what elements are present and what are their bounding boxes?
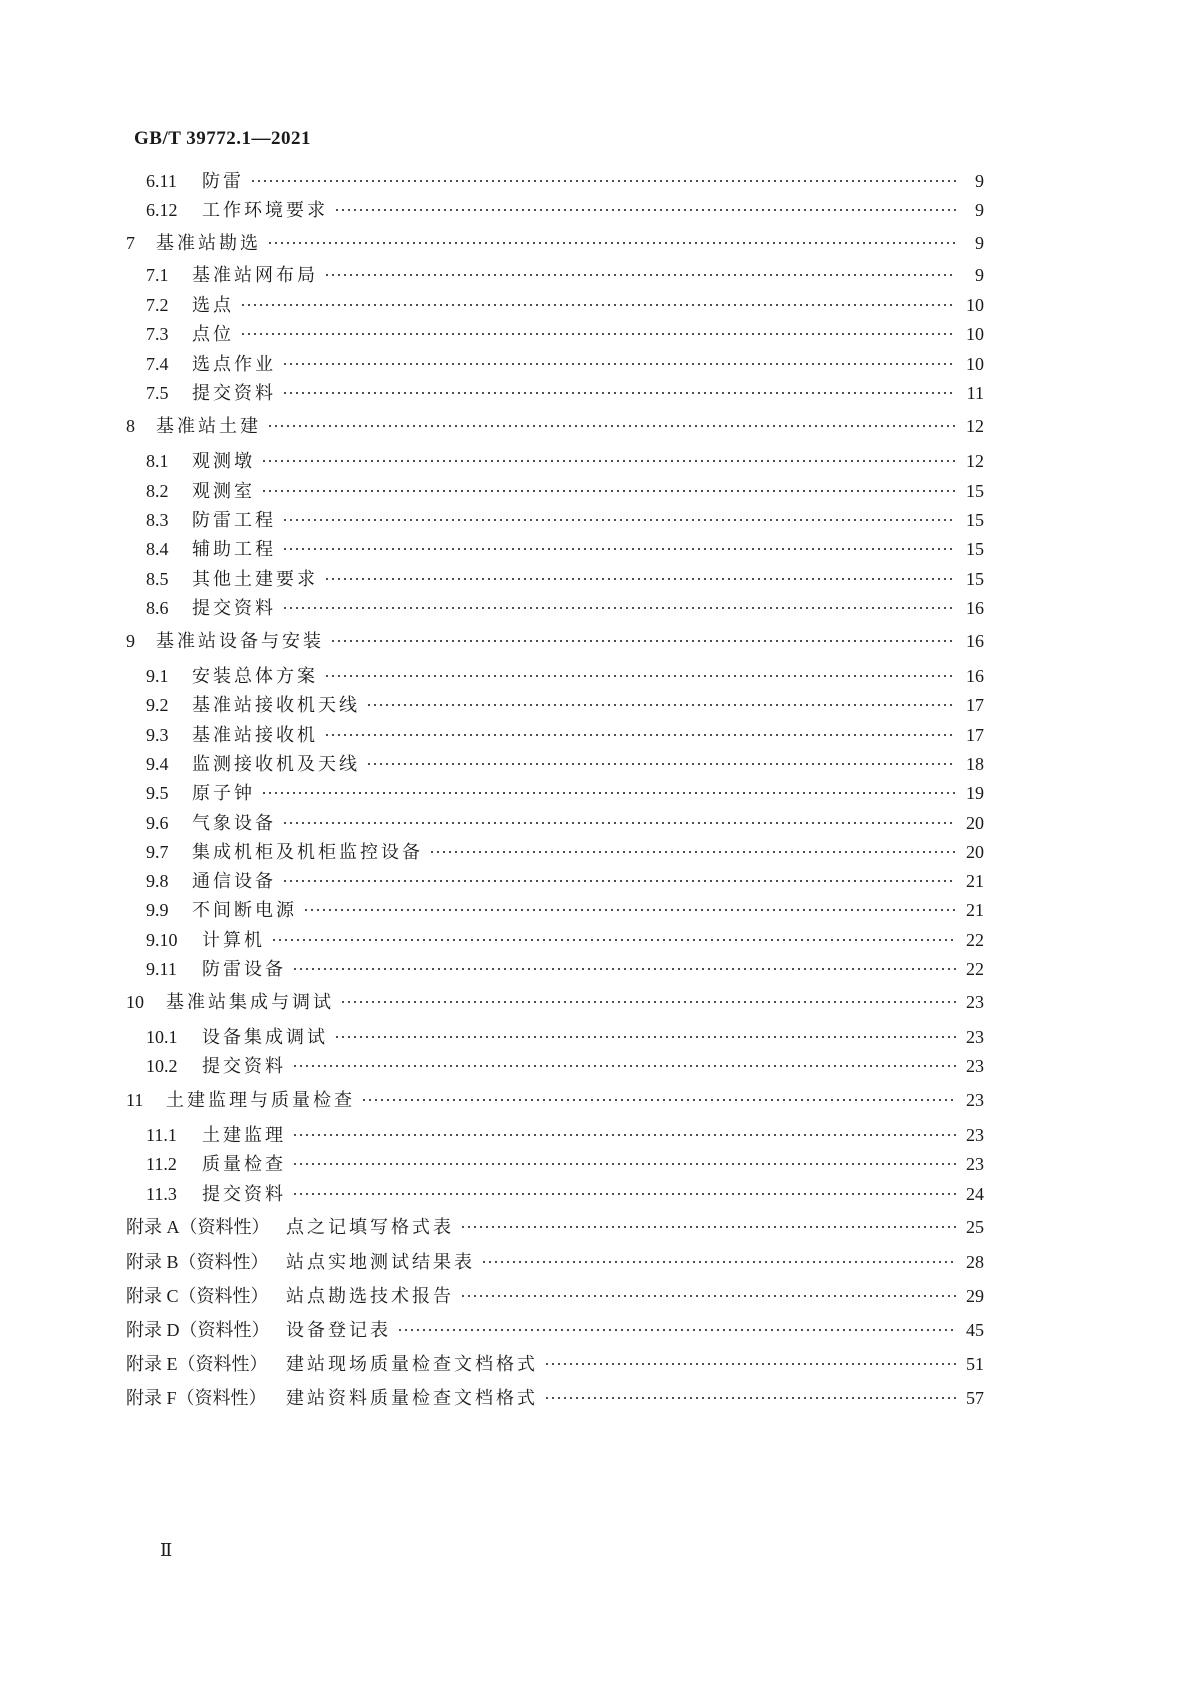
toc-entry-title: 站点实地测试结果表 bbox=[286, 1252, 475, 1273]
toc-entry-title: 防雷工程 bbox=[192, 510, 276, 531]
toc-entry-title: 基准站集成与调试 bbox=[166, 992, 334, 1013]
toc-dot-leader bbox=[292, 1064, 956, 1068]
toc-entry-title: 观测室 bbox=[192, 481, 255, 502]
toc-entry-page: 23 bbox=[966, 1027, 984, 1047]
toc-entry[interactable] bbox=[146, 1055, 984, 1077]
toc-entry-number: 8.6 bbox=[146, 598, 169, 618]
toc-entry-number: 7.5 bbox=[146, 383, 169, 403]
toc-entry-title: 提交资料 bbox=[202, 1056, 286, 1077]
toc-entry-page: 22 bbox=[966, 959, 984, 979]
toc-dot-leader bbox=[544, 1396, 956, 1400]
toc-entry-title: 设备集成调试 bbox=[202, 1027, 328, 1048]
toc-entry-number: 9.8 bbox=[146, 871, 169, 891]
toc-entry-number: 9.6 bbox=[146, 813, 169, 833]
toc-entry-number: 7.4 bbox=[146, 354, 169, 374]
toc-entry-title: 土建监理 bbox=[202, 1125, 286, 1146]
toc-dot-leader bbox=[324, 577, 956, 581]
toc-entry-title: 基准站土建 bbox=[156, 416, 261, 437]
toc-dot-leader bbox=[282, 391, 956, 395]
toc-entry[interactable] bbox=[146, 353, 984, 375]
toc-entry[interactable] bbox=[126, 1089, 984, 1111]
toc-entry-title: 质量检查 bbox=[202, 1154, 286, 1175]
toc-entry-title: 工作环境要求 bbox=[202, 200, 328, 221]
toc-entry-title: 安装总体方案 bbox=[192, 666, 318, 687]
toc-dot-leader bbox=[366, 762, 956, 766]
toc-entry-page: 10 bbox=[966, 324, 984, 344]
toc-entry-title: 基准站接收机 bbox=[192, 725, 318, 746]
toc-entry-page: 12 bbox=[966, 416, 984, 436]
toc-entry-number: 6.11 bbox=[146, 171, 177, 191]
toc-dot-leader bbox=[282, 518, 956, 522]
toc-entry-title: 土建监理与质量检查 bbox=[166, 1090, 355, 1111]
toc-entry[interactable] bbox=[126, 630, 984, 652]
toc-entry-page: 9 bbox=[975, 233, 984, 253]
toc-dot-leader bbox=[267, 424, 956, 428]
toc-entry-number: 11.3 bbox=[146, 1184, 177, 1204]
toc-entry-page: 20 bbox=[966, 842, 984, 862]
toc-entry-page: 17 bbox=[966, 725, 984, 745]
toc-entry[interactable] bbox=[126, 1387, 984, 1409]
toc-entry-page: 57 bbox=[966, 1388, 984, 1408]
toc-entry-title: 不间断电源 bbox=[192, 900, 297, 921]
toc-entry-page: 23 bbox=[966, 1154, 984, 1174]
toc-entry-title: 监测接收机及天线 bbox=[192, 754, 360, 775]
toc-entry[interactable] bbox=[146, 382, 984, 404]
toc-entry-page: 23 bbox=[966, 1125, 984, 1145]
toc-dot-leader bbox=[240, 303, 956, 307]
toc-entry[interactable] bbox=[126, 1251, 984, 1273]
page-number: Ⅱ bbox=[160, 1540, 173, 1560]
toc-entry-number: 附录 A（资料性） bbox=[126, 1217, 270, 1237]
toc-entry-number: 附录 C（资料性） bbox=[126, 1286, 269, 1306]
toc-entry-number: 9.11 bbox=[146, 959, 177, 979]
toc-entry-number: 8.4 bbox=[146, 539, 169, 559]
toc-entry[interactable] bbox=[146, 264, 984, 286]
toc-entry[interactable] bbox=[146, 724, 984, 746]
toc-entry-number: 9.5 bbox=[146, 783, 169, 803]
toc-entry-page: 22 bbox=[966, 930, 984, 950]
toc-dot-leader bbox=[292, 967, 956, 971]
toc-entry-title: 选点 bbox=[192, 295, 234, 316]
toc-entry-title: 其他土建要求 bbox=[192, 569, 318, 590]
standard-code-header: GB/T 39772.1—2021 bbox=[134, 128, 312, 149]
toc-dot-leader bbox=[282, 606, 956, 610]
toc-entry-number: 8.2 bbox=[146, 481, 169, 501]
toc-entry-number: 9 bbox=[126, 631, 135, 651]
toc-entry-page: 25 bbox=[966, 1217, 984, 1237]
toc-entry[interactable] bbox=[146, 870, 984, 892]
toc-entry[interactable] bbox=[146, 480, 984, 502]
toc-entry-page: 15 bbox=[966, 510, 984, 530]
toc-entry-title: 提交资料 bbox=[192, 598, 276, 619]
toc-entry-title: 建站资料质量检查文档格式 bbox=[286, 1388, 538, 1409]
toc-entry-page: 19 bbox=[966, 783, 984, 803]
toc-entry-number: 11.2 bbox=[146, 1154, 177, 1174]
toc-dot-leader bbox=[460, 1294, 956, 1298]
toc-entry-page: 9 bbox=[975, 171, 984, 191]
toc-entry[interactable] bbox=[146, 929, 984, 951]
toc-entry-page: 10 bbox=[966, 354, 984, 374]
toc-entry[interactable] bbox=[126, 415, 984, 437]
toc-entry-page: 9 bbox=[975, 200, 984, 220]
toc-dot-leader bbox=[261, 791, 956, 795]
toc-entry[interactable] bbox=[146, 899, 984, 921]
toc-dot-leader bbox=[330, 639, 956, 643]
toc-entry-page: 16 bbox=[966, 598, 984, 618]
toc-entry[interactable] bbox=[126, 1285, 984, 1307]
toc-entry-page: 21 bbox=[966, 900, 984, 920]
toc-entry-number: 8.5 bbox=[146, 569, 169, 589]
toc-entry-title: 基准站设备与安装 bbox=[156, 631, 324, 652]
toc-dot-leader bbox=[292, 1192, 956, 1196]
toc-entry-page: 15 bbox=[966, 481, 984, 501]
toc-entry-number: 附录 F（资料性） bbox=[126, 1388, 267, 1408]
toc-entry-title: 提交资料 bbox=[202, 1184, 286, 1205]
toc-entry-title: 提交资料 bbox=[192, 383, 276, 404]
toc-entry-title: 设备登记表 bbox=[286, 1320, 391, 1341]
toc-entry[interactable] bbox=[146, 170, 984, 192]
toc-dot-leader bbox=[544, 1362, 956, 1366]
toc-entry-page: 23 bbox=[966, 992, 984, 1012]
toc-entry-page: 12 bbox=[966, 451, 984, 471]
toc-entry[interactable] bbox=[146, 694, 984, 716]
toc-entry[interactable] bbox=[146, 294, 984, 316]
toc-entry-title: 通信设备 bbox=[192, 871, 276, 892]
toc-entry[interactable] bbox=[146, 538, 984, 560]
toc-entry-page: 15 bbox=[966, 569, 984, 589]
toc-entry[interactable] bbox=[146, 568, 984, 590]
toc-entry-number: 9.2 bbox=[146, 695, 169, 715]
toc-entry-number: 9.9 bbox=[146, 900, 169, 920]
toc-dot-leader bbox=[292, 1133, 956, 1137]
toc-entry-number: 6.12 bbox=[146, 200, 178, 220]
toc-entry-number: 9.3 bbox=[146, 725, 169, 745]
toc-entry-title: 基准站接收机天线 bbox=[192, 695, 360, 716]
toc-dot-leader bbox=[340, 1000, 956, 1004]
toc-dot-leader bbox=[361, 1098, 956, 1102]
toc-entry[interactable] bbox=[126, 1319, 984, 1341]
toc-entry-number: 7 bbox=[126, 233, 135, 253]
toc-entry-number: 9.10 bbox=[146, 930, 178, 950]
toc-entry[interactable] bbox=[146, 841, 984, 863]
toc-entry-title: 计算机 bbox=[202, 930, 265, 951]
toc-entry-page: 20 bbox=[966, 813, 984, 833]
toc-dot-leader bbox=[334, 1035, 956, 1039]
toc-entry-page: 16 bbox=[966, 666, 984, 686]
toc-dot-leader bbox=[303, 908, 956, 912]
toc-entry-title: 建站现场质量检查文档格式 bbox=[286, 1354, 538, 1375]
toc-entry-number: 8 bbox=[126, 416, 135, 436]
toc-dot-leader bbox=[282, 879, 956, 883]
toc-entry-page: 28 bbox=[966, 1252, 984, 1272]
toc-dot-leader bbox=[267, 241, 956, 245]
toc-entry-title: 防雷设备 bbox=[202, 959, 286, 980]
toc-entry[interactable] bbox=[146, 812, 984, 834]
toc-entry-number: 7.2 bbox=[146, 295, 169, 315]
toc-dot-leader bbox=[460, 1225, 956, 1229]
toc-dot-leader bbox=[481, 1260, 956, 1264]
toc-entry-number: 11.1 bbox=[146, 1125, 177, 1145]
toc-entry-number: 7.1 bbox=[146, 265, 169, 285]
toc-entry[interactable] bbox=[146, 782, 984, 804]
toc-entry-page: 29 bbox=[966, 1286, 984, 1306]
toc-entry-number: 9.4 bbox=[146, 754, 169, 774]
toc-entry[interactable] bbox=[146, 450, 984, 472]
toc-entry-page: 11 bbox=[966, 383, 984, 403]
toc-dot-leader bbox=[397, 1328, 956, 1332]
toc-dot-leader bbox=[334, 208, 956, 212]
toc-entry-number: 7.3 bbox=[146, 324, 169, 344]
toc-entry[interactable] bbox=[146, 753, 984, 775]
toc-dot-leader bbox=[429, 850, 956, 854]
toc-entry-number: 9.7 bbox=[146, 842, 169, 862]
toc-entry-number: 11 bbox=[126, 1090, 144, 1110]
toc-dot-leader bbox=[282, 821, 956, 825]
toc-dot-leader bbox=[324, 273, 956, 277]
toc-entry[interactable] bbox=[146, 665, 984, 687]
toc-entry-page: 17 bbox=[966, 695, 984, 715]
toc-entry[interactable] bbox=[146, 199, 984, 221]
toc-entry-title: 防雷 bbox=[202, 171, 244, 192]
toc-entry-page: 45 bbox=[966, 1320, 984, 1340]
toc-entry-title: 点之记填写格式表 bbox=[286, 1217, 454, 1238]
toc-dot-leader bbox=[240, 332, 956, 336]
toc-entry[interactable] bbox=[146, 1183, 984, 1205]
toc-entry[interactable] bbox=[146, 1026, 984, 1048]
toc-dot-leader bbox=[366, 703, 956, 707]
toc-entry-number: 附录 E（资料性） bbox=[126, 1354, 268, 1374]
toc-dot-leader bbox=[261, 459, 956, 463]
toc-dot-leader bbox=[324, 733, 956, 737]
toc-entry[interactable] bbox=[126, 991, 984, 1013]
toc-entry-title: 观测墩 bbox=[192, 451, 255, 472]
toc-dot-leader bbox=[261, 489, 956, 493]
toc-entry[interactable] bbox=[126, 232, 984, 254]
toc-entry[interactable] bbox=[126, 1353, 984, 1375]
toc-entry-page: 23 bbox=[966, 1090, 984, 1110]
toc-entry-page: 51 bbox=[966, 1354, 984, 1374]
toc-dot-leader bbox=[282, 547, 956, 551]
toc-entry[interactable] bbox=[146, 597, 984, 619]
toc-entry[interactable] bbox=[126, 1216, 984, 1238]
toc-entry-page: 16 bbox=[966, 631, 984, 651]
toc-entry-page: 18 bbox=[966, 754, 984, 774]
toc-entry-number: 9.1 bbox=[146, 666, 169, 686]
toc-entry[interactable] bbox=[146, 509, 984, 531]
toc-entry[interactable] bbox=[146, 958, 984, 980]
toc-entry-page: 24 bbox=[966, 1184, 984, 1204]
toc-entry[interactable] bbox=[146, 1124, 984, 1146]
toc-dot-leader bbox=[282, 362, 956, 366]
toc-entry-number: 10.1 bbox=[146, 1027, 178, 1047]
toc-entry-title: 选点作业 bbox=[192, 354, 276, 375]
toc-dot-leader bbox=[250, 179, 956, 183]
toc-entry-page: 9 bbox=[975, 265, 984, 285]
toc-entry-page: 23 bbox=[966, 1056, 984, 1076]
toc-entry-page: 10 bbox=[966, 295, 984, 315]
toc-entry-title: 站点勘选技术报告 bbox=[286, 1286, 454, 1307]
toc-entry-page: 15 bbox=[966, 539, 984, 559]
toc-entry[interactable] bbox=[146, 323, 984, 345]
toc-entry-title: 基准站勘选 bbox=[156, 233, 261, 254]
toc-entry-title: 点位 bbox=[192, 324, 234, 345]
toc-entry-title: 原子钟 bbox=[192, 783, 255, 804]
toc-entry-number: 10 bbox=[126, 992, 144, 1012]
toc-entry-number: 10.2 bbox=[146, 1056, 178, 1076]
toc-dot-leader bbox=[271, 938, 956, 942]
toc-entry-title: 基准站网布局 bbox=[192, 265, 318, 286]
toc-entry-title: 集成机柜及机柜监控设备 bbox=[192, 842, 423, 863]
toc-dot-leader bbox=[292, 1162, 956, 1166]
toc-entry-page: 21 bbox=[966, 871, 984, 891]
toc-entry-title: 气象设备 bbox=[192, 813, 276, 834]
toc-entry-number: 附录 B（资料性） bbox=[126, 1252, 269, 1272]
toc-entry-number: 8.1 bbox=[146, 451, 169, 471]
toc-entry-number: 附录 D（资料性） bbox=[126, 1320, 270, 1340]
toc-dot-leader bbox=[324, 674, 956, 678]
toc-entry-title: 辅助工程 bbox=[192, 539, 276, 560]
toc-entry[interactable] bbox=[146, 1153, 984, 1175]
toc-entry-number: 8.3 bbox=[146, 510, 169, 530]
